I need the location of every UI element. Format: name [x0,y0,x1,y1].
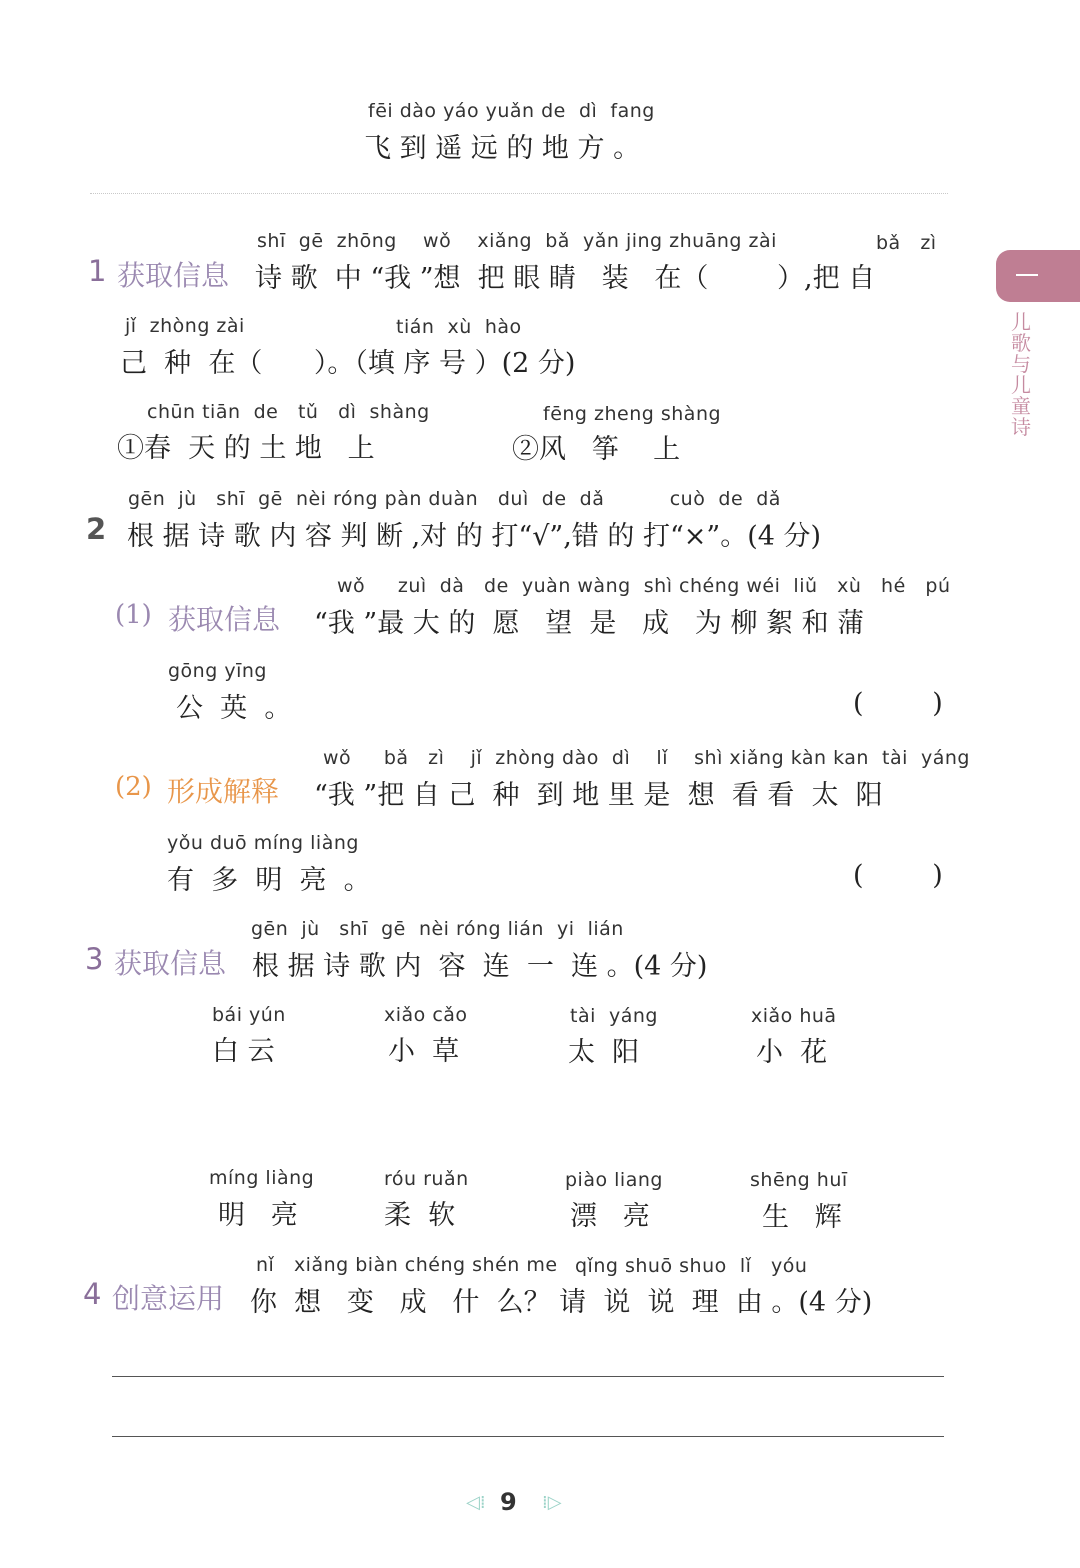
page-right-ornament: ⁞▷ [542,1492,562,1513]
q4-pinyin-right: qǐng shuō shuo lǐ yóu [575,1255,808,1277]
q3-bottom-item-pinyin: piào liang [565,1169,663,1191]
q1-option2-pinyin: fēng zheng shàng [543,403,722,425]
q3-top-item-pinyin: tài yáng [570,1005,658,1027]
q2-sub2-pinyin: wǒ bǎ zì jǐ zhòng dào dì lǐ shì xiǎng kàn kan tài yáng [323,747,970,769]
q3-bottom-item[interactable]: 明 亮 [218,1200,298,1231]
q3-top-item-pinyin: bái yún [212,1004,286,1026]
q2-sub1-text: “我 ”最 大 的 愿 望 是 成 为 柳 絮 和 蒲 [314,608,865,639]
q3-bottom-item-pinyin: róu ruǎn [384,1168,469,1190]
page-left-ornament: ◁⁞ [466,1492,486,1513]
q3-number: 3 [85,942,104,976]
q1-option1-text: ①春 天 的 土 地 上 [117,433,375,464]
answer-line[interactable] [112,1436,944,1437]
chapter-title: 儿歌与儿童诗 [1011,310,1031,439]
q2-sub1-answer-box[interactable]: ( ) [853,688,943,719]
q1-line2-pinyin: jǐ zhòng zài [125,315,245,337]
q1-line2-text: 己 种 在（ ）。（填 序 号 ）(2 分) [120,348,576,379]
q2-pinyin: gēn jù shī gē nèi róng pàn duàn duì de dǎ cuò de dǎ [128,488,781,510]
q3-top-item[interactable]: 白 云 [212,1036,275,1067]
q3-pinyin: gēn jù shī gē nèi róng lián yi lián [251,918,624,940]
q1-number: 1 [88,254,107,288]
q2-sub2-skill-tag: 形成解释 [167,775,280,808]
page-number: 9 [500,1488,517,1516]
q4-skill-tag: 创意运用 [112,1282,225,1315]
q2-sub1-number: (1) [115,600,152,630]
q3-bottom-item[interactable]: 生 辉 [762,1202,842,1233]
q4-text: 你 想 变 成 什 么？ 请 说 说 理 由 。(4 分) [250,1287,873,1318]
q2-text: 根 据 诗 歌 内 容 判 断 ,对 的 打“√”,错 的 打“×”。(4 分) [127,521,822,552]
q3-top-item[interactable]: 小 花 [756,1037,828,1068]
q1-option2-text: ②风 筝 上 [512,434,681,465]
q1-skill-tag: 获取信息 [117,259,230,292]
q1-line2-pinyin-right: tián xù hào [396,316,522,338]
q1-line1-text: 诗 歌 中 “我 ”想 把 眼 睛 装 在（ ）,把 自 [255,263,876,294]
q2-sub2-answer-box[interactable]: ( ) [853,860,943,891]
q1-line1-pinyin: shī gē zhōng wǒ xiǎng bǎ yǎn jing zhuāng zài [257,230,777,252]
q2-sub1-skill-tag: 获取信息 [168,603,281,636]
q3-bottom-item-pinyin: míng liàng [209,1167,315,1189]
q3-top-item[interactable]: 小 草 [388,1036,460,1067]
intro-text: 飞 到 遥 远 的 地 方 。 [364,133,641,164]
q3-top-item-pinyin: xiǎo cǎo [384,1004,468,1026]
chapter-tab[interactable] [996,250,1080,302]
intro-pinyin: fēi dào yáo yuǎn de dì fang [368,100,655,122]
answer-line[interactable] [112,1376,944,1377]
q2-sub1-pinyin: wǒ zuì dà de yuàn wàng shì chéng wéi liǔ xù hé pú [337,575,951,597]
q2-sub1-pinyin2: gōng yīng [168,660,267,682]
q1-line1-pinyin-right: bǎ zì [876,232,937,254]
q3-bottom-item[interactable]: 漂 亮 [570,1201,650,1232]
q2-sub2-text: “我 ”把 自 己 种 到 地 里 是 想 看 看 太 阳 [314,780,883,811]
q3-text: 根 据 诗 歌 内 容 连 一 连 。(4 分) [252,951,708,982]
q4-pinyin: nǐ xiǎng biàn chéng shén me [256,1254,558,1276]
chapter-tab-label [1016,274,1038,276]
q2-number: 2 [86,512,107,546]
q2-sub2-text2: 有 多 明 亮 。 [167,865,371,896]
q2-sub1-text2: 公 英 。 [176,693,292,724]
q3-bottom-item-pinyin: shēng huī [750,1169,848,1191]
q3-top-item-pinyin: xiǎo huā [751,1005,837,1027]
q3-skill-tag: 获取信息 [114,947,227,980]
q2-sub2-number: (2) [115,772,152,802]
q4-number: 4 [83,1277,102,1311]
q3-top-item[interactable]: 太 阳 [568,1037,640,1068]
q2-sub2-pinyin2: yǒu duō míng liàng [167,832,359,854]
section-divider [90,193,948,194]
q1-option1-pinyin: chūn tiān de tǔ dì shàng [147,401,430,423]
q3-bottom-item[interactable]: 柔 软 [384,1200,456,1231]
